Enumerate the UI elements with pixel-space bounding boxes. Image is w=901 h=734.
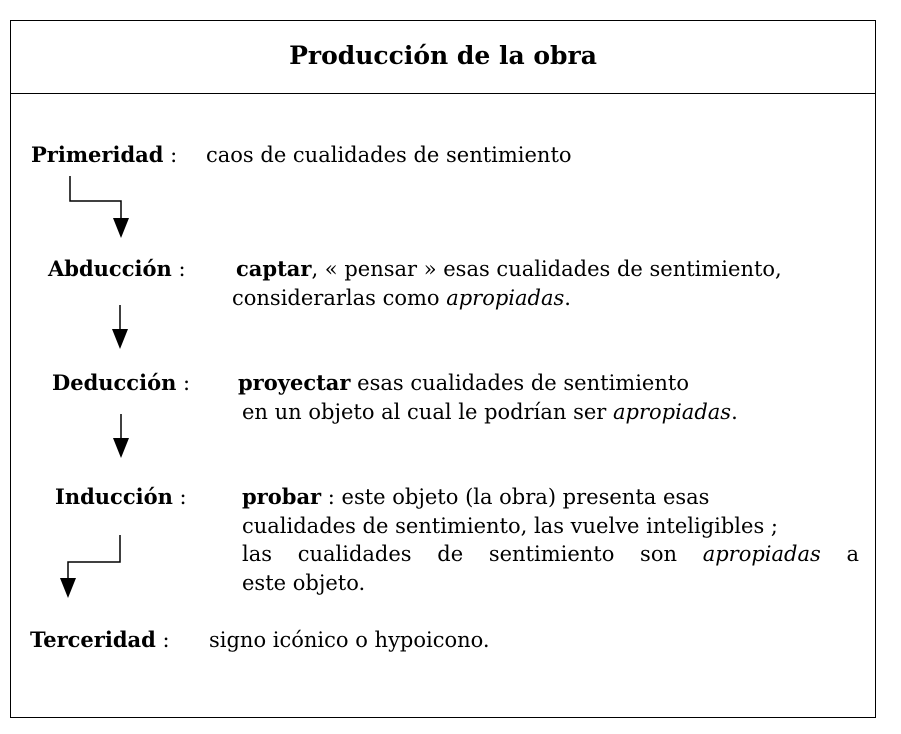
stage-abduccion-desc [232, 255, 782, 312]
stage-primeridad [31, 141, 177, 169]
stage-abduccion-term: Abducción [48, 256, 172, 281]
stage-deduccion-desc [238, 369, 738, 426]
deduccion-verb: proyectar [238, 370, 351, 395]
stage-induccion [55, 483, 187, 511]
abduccion-line-1 [232, 255, 782, 284]
abduccion-line-1-rest: , « pensar » esas cualidades de sentimiento, [311, 257, 782, 281]
abduccion-verb: captar [236, 256, 312, 281]
abduccion-line-2-em: apropiadas [446, 285, 565, 310]
deduccion-line-2-post: . [731, 399, 738, 424]
deduccion-line-2 [238, 398, 738, 427]
induccion-verb: probar [242, 484, 322, 509]
stage-terceridad-text: signo icónico o hypoicono. [209, 628, 490, 652]
induccion-line-3-post: a [820, 542, 859, 566]
stage-terceridad-sep: : [155, 628, 170, 652]
deduccion-line-1-rest: esas cualidades de sentimiento [350, 371, 689, 395]
stage-primeridad-text: caos de cualidades de sentimiento [206, 143, 572, 167]
stage-deduccion [52, 369, 190, 397]
abduccion-line-2-post: . [564, 285, 571, 310]
deduccion-line-2-em: apropiadas [613, 399, 732, 424]
stage-abduccion [48, 255, 186, 283]
induccion-line-3 [242, 540, 859, 569]
stage-terceridad [30, 626, 170, 654]
deduccion-line-1 [238, 369, 738, 398]
diagram-title: Producción de la obra [289, 41, 597, 70]
abduccion-line-2 [232, 284, 782, 313]
stage-abduccion-sep: : [171, 257, 186, 281]
title-bar [11, 21, 875, 94]
stage-induccion-term: Inducción [55, 484, 173, 509]
stage-terceridad-term: Terceridad [30, 627, 156, 652]
stage-deduccion-term: Deducción [52, 370, 177, 395]
induccion-line-3-pre: las cualidades de sentimiento son [242, 542, 703, 566]
abduccion-line-2-pre: considerarlas como [232, 285, 447, 310]
stage-primeridad-term: Primeridad [31, 142, 164, 167]
induccion-line-1-rest: : este objeto (la obra) presenta esas [321, 485, 710, 509]
stage-induccion-desc [242, 483, 859, 597]
deduccion-line-2-pre: en un objeto al cual le podrían ser [242, 399, 613, 424]
induccion-line-2: cualidades de sentimiento, las vuelve inteligibles ; [242, 513, 778, 538]
induccion-line-3-em: apropiadas [702, 542, 821, 566]
stage-deduccion-sep: : [176, 371, 191, 395]
induccion-line-1 [242, 483, 859, 512]
stage-induccion-sep: : [172, 485, 187, 509]
stage-primeridad-sep: : [163, 143, 178, 167]
induccion-line-4: este objeto. [242, 570, 366, 595]
